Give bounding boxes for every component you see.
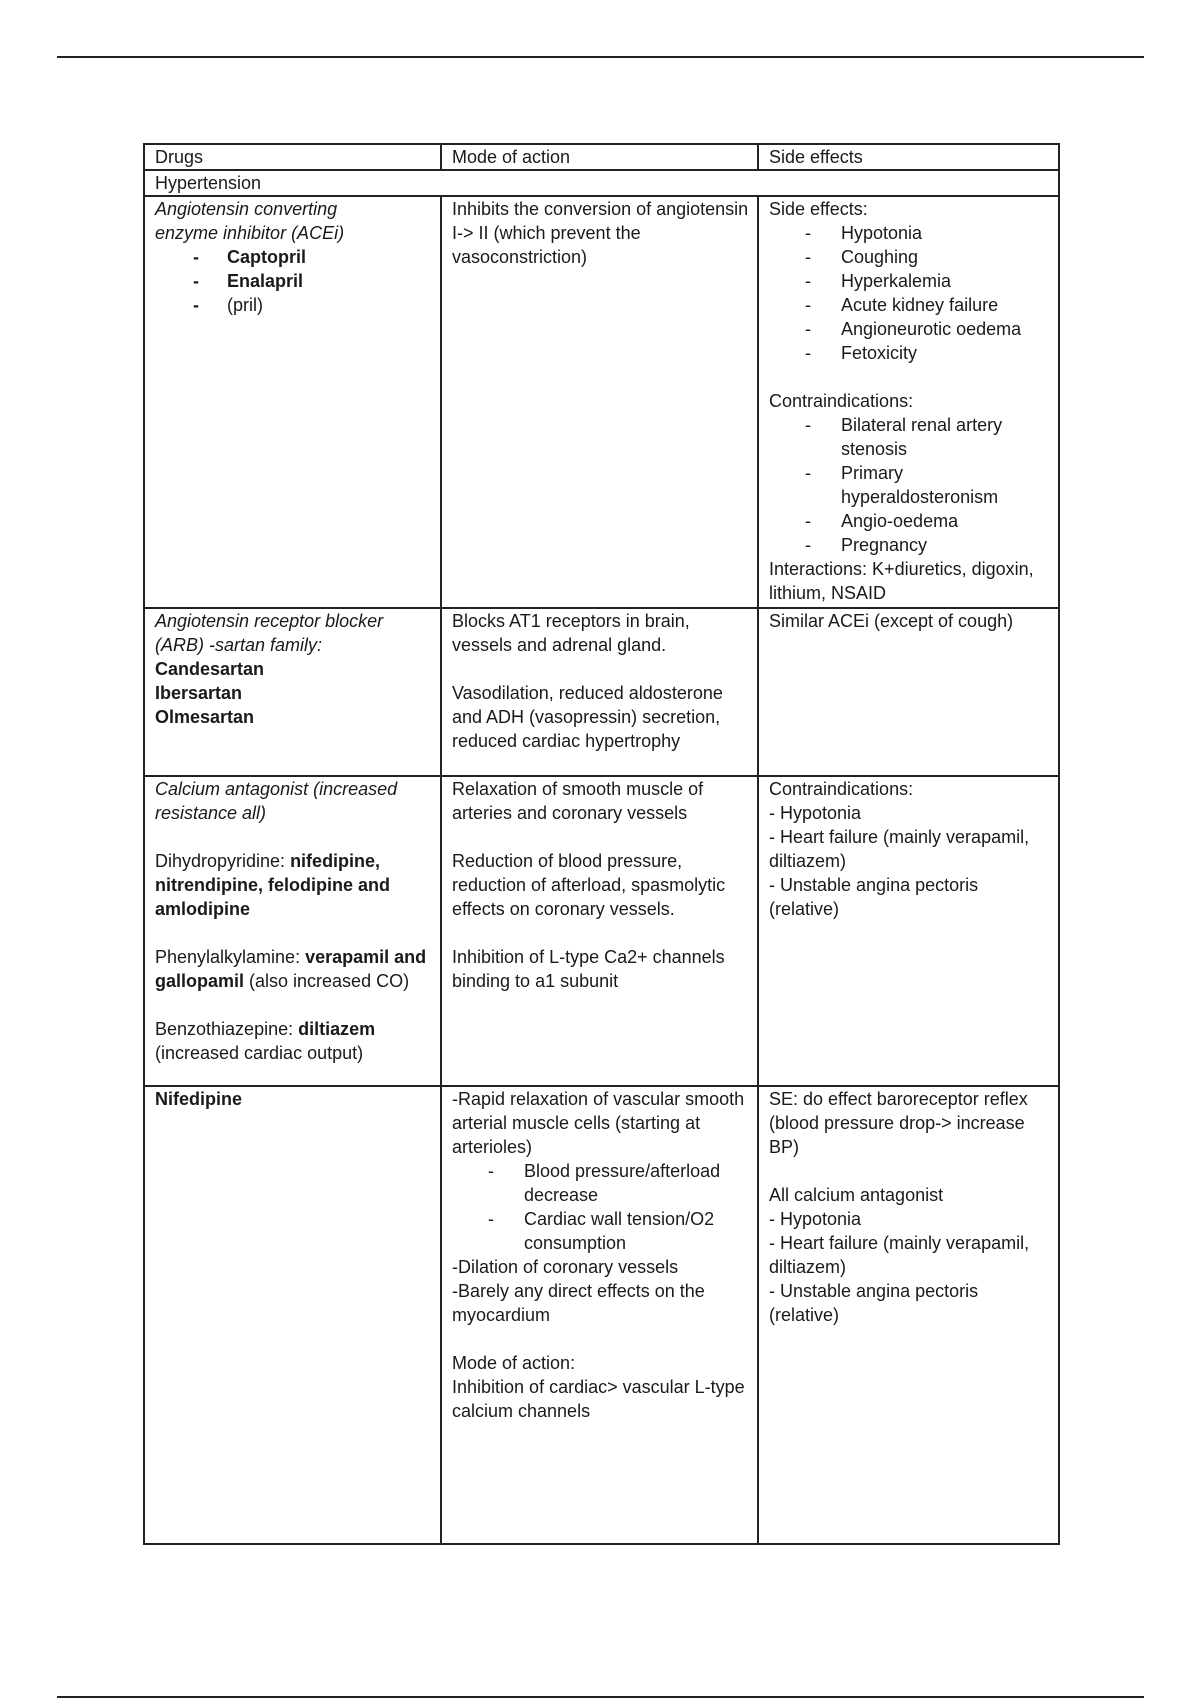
list-item: - Bilateral renal artery stenosis <box>769 413 1050 461</box>
nif-name: Nifedipine <box>155 1089 243 1109</box>
list-item: - Acute kidney failure <box>769 293 1050 317</box>
spacer <box>769 1159 1050 1183</box>
ca-dhp-label: Dihydropyridine: <box>155 851 291 871</box>
ca-btz <box>155 1017 432 1041</box>
nif-side-1: SE: do effect baroreceptor reflex (blood pressure drop-> increase BP) <box>769 1089 1028 1157</box>
arb-drugs-cell <box>144 608 441 776</box>
list-item: - Hyperkalemia <box>769 269 1050 293</box>
acei-contra-list <box>769 413 1050 557</box>
acei-mode-cell <box>441 196 758 608</box>
section-title: Hypertension <box>144 170 1059 196</box>
nif-mode-cell <box>441 1086 758 1544</box>
nif-side-cell <box>758 1086 1059 1544</box>
list-item: - Coughing <box>769 245 1050 269</box>
list-item: - Cardiac wall tension/O2 consumption <box>452 1207 749 1255</box>
list-item: - Enalapril <box>155 269 432 293</box>
nif-mode-line3: -Barely any direct effects on the myocardium <box>452 1281 705 1325</box>
spacer <box>769 365 1050 389</box>
top-rule <box>57 56 1144 58</box>
header-side-effects: Side effects <box>758 144 1059 170</box>
list-item: - Pregnancy <box>769 533 1050 557</box>
spacer <box>155 921 432 945</box>
ca-drugs-cell <box>144 776 441 1086</box>
nif-mode-line2: -Dilation of coronary vessels <box>452 1257 679 1277</box>
ca-btz-label: Benzothiazepine: <box>155 1019 299 1039</box>
ca-side-cell <box>758 776 1059 1086</box>
list-item: - Blood pressure/afterload decrease <box>452 1159 749 1207</box>
acei-name-line1: Angiotensin converting <box>155 199 338 219</box>
table-row <box>144 776 1059 1086</box>
ca-mode-cell <box>441 776 758 1086</box>
arb-side-text: Similar ACEi (except of cough) <box>769 611 1014 631</box>
ca-mode-1: Relaxation of smooth muscle of arteries and coronary vessels <box>452 779 704 823</box>
arb-name: Angiotensin receptor blocker (ARB) -sartan family: <box>155 611 384 655</box>
nif-side-title: All calcium antagonist <box>769 1185 944 1205</box>
acei-drug-list <box>155 245 432 317</box>
arb-side-cell <box>758 608 1059 776</box>
spacer <box>452 825 749 849</box>
ca-side-line: - Unstable angina pectoris (relative) <box>769 875 979 919</box>
spacer <box>155 993 432 1017</box>
nif-mode-list <box>452 1159 749 1255</box>
list-item: - Angio-oedema <box>769 509 1050 533</box>
ca-pak-label: Phenylalkylamine: <box>155 947 306 967</box>
ca-mode-3: Inhibition of L-type Ca2+ channels binding to a1 subunit <box>452 947 725 991</box>
nif-drugs-cell <box>144 1086 441 1544</box>
ca-dhp-drugs: nifedipine, nitrendipine, felodipine and amlodipine <box>155 851 391 919</box>
acei-name-line2: enzyme inhibitor (ACEi) <box>155 223 345 243</box>
nif-moa-text: Inhibition of cardiac> vascular L-type calcium channels <box>452 1377 745 1421</box>
ca-pak <box>155 945 432 993</box>
list-item: - (pril) <box>155 293 432 317</box>
ca-name: Calcium antagonist (increased resistance all) <box>155 779 398 823</box>
ca-btz-note: (increased cardiac output) <box>155 1043 364 1063</box>
spacer <box>452 921 749 945</box>
arb-mode-2: Vasodilation, reduced aldosterone and ADH (vasopressin) secretion, reduced cardiac hypertrophy <box>452 683 723 751</box>
list-item: - Hypotonia <box>769 221 1050 245</box>
acei-side-title: Side effects: <box>769 199 868 219</box>
bottom-rule <box>57 1696 1144 1698</box>
ca-side-line: - Heart failure (mainly verapamil, diltiazem) <box>769 827 1030 871</box>
list-item: - Fetoxicity <box>769 341 1050 365</box>
nif-moa-title: Mode of action: <box>452 1353 576 1373</box>
list-item: - Captopril <box>155 245 432 269</box>
ca-dhp <box>155 849 432 921</box>
acei-side-cell <box>758 196 1059 608</box>
ca-side-title: Contraindications: <box>769 779 914 799</box>
acei-mode-text: Inhibits the conversion of angiotensin I-> II (which prevent the vasoconstriction) <box>452 199 749 267</box>
ca-side-line: - Hypotonia <box>769 803 862 823</box>
table-row <box>144 196 1059 608</box>
ca-pak-note: (also increased CO) <box>244 971 410 991</box>
acei-interactions: Interactions: K+diuretics, digoxin, lithium, NSAID <box>769 559 1034 603</box>
acei-drugs-cell <box>144 196 441 608</box>
ca-mode-2: Reduction of blood pressure, reduction of afterload, spasmolytic effects on coronary vessels. <box>452 851 726 919</box>
nif-side-line: - Hypotonia <box>769 1209 862 1229</box>
spacer <box>155 825 432 849</box>
nif-side-line: - Heart failure (mainly verapamil, diltiazem) <box>769 1233 1030 1277</box>
ca-btz-drugs: diltiazem <box>298 1019 376 1039</box>
arb-mode-1: Blocks AT1 receptors in brain, vessels and adrenal gland. <box>452 611 690 655</box>
ca-pak-drugs: verapamil and gallopamil <box>155 947 427 991</box>
nif-mode-intro: -Rapid relaxation of vascular smooth arterial muscle cells (starting at arterioles) <box>452 1089 745 1157</box>
header-mode-of-action: Mode of action <box>441 144 758 170</box>
list-item: - Primary hyperaldosteronism <box>769 461 1050 509</box>
arb-mode-cell <box>441 608 758 776</box>
table-row <box>144 1086 1059 1544</box>
acei-contra-title: Contraindications: <box>769 391 914 411</box>
drug-table <box>143 143 1060 1545</box>
arb-drug: Olmesartan <box>155 707 255 727</box>
acei-side-list <box>769 221 1050 365</box>
arb-drug: Ibersartan <box>155 683 243 703</box>
spacer <box>452 657 749 681</box>
list-item: - Angioneurotic oedema <box>769 317 1050 341</box>
table-header-row <box>144 144 1059 170</box>
header-drugs: Drugs <box>144 144 441 170</box>
section-row <box>144 170 1059 196</box>
table-row <box>144 608 1059 776</box>
nif-side-line: - Unstable angina pectoris (relative) <box>769 1281 979 1325</box>
spacer <box>452 1327 749 1351</box>
arb-drug: Candesartan <box>155 659 265 679</box>
